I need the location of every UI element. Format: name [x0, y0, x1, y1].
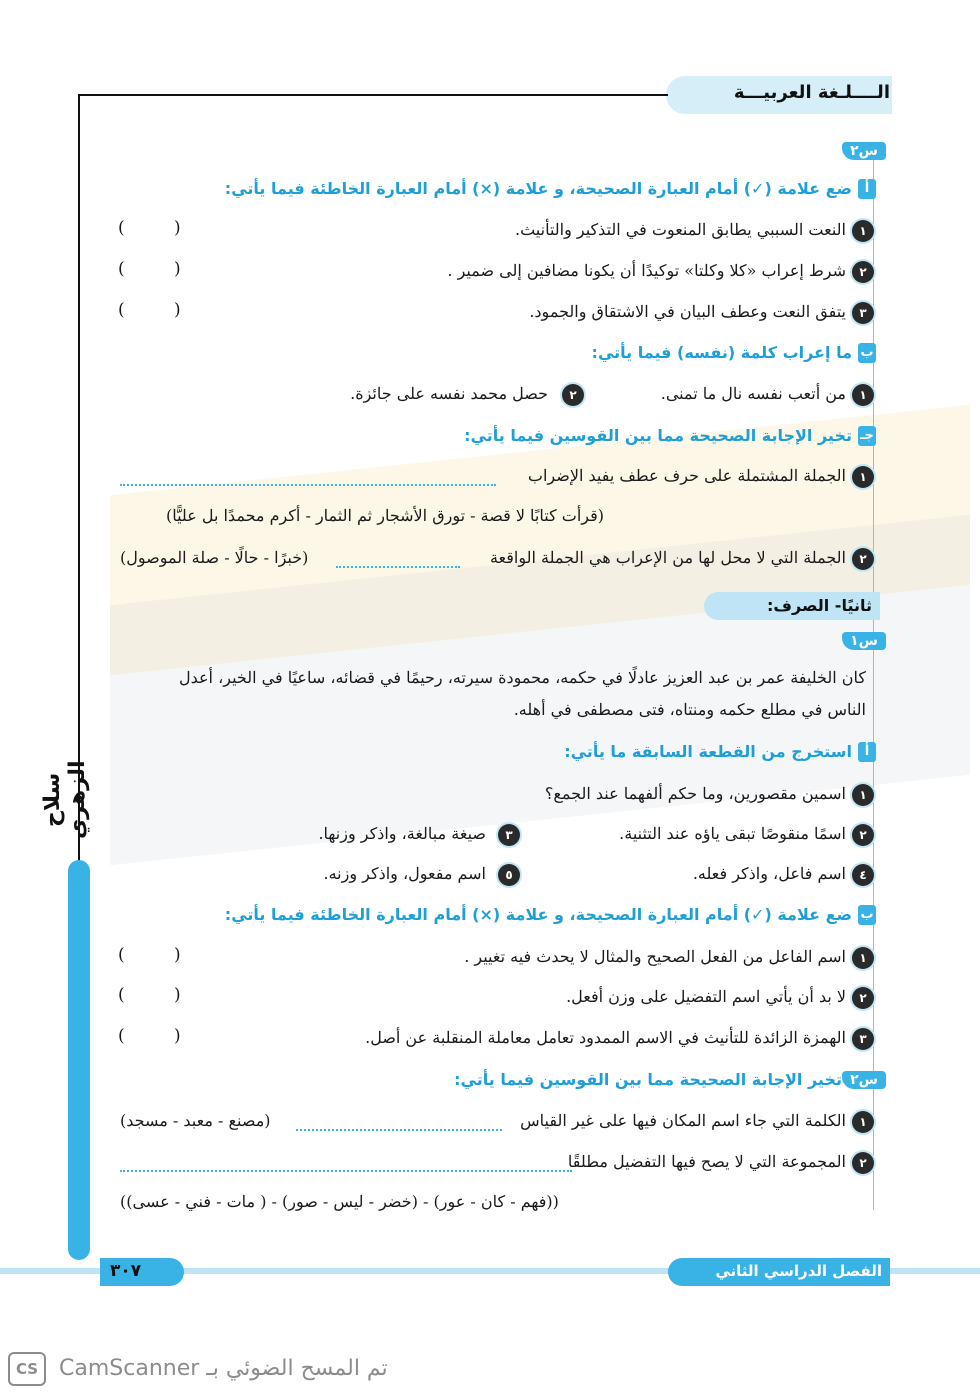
statement-text: لا بد أن يأتي اسم التفضيل على وزن أفعل.: [566, 987, 846, 1006]
sentence-text: من أتعب نفسه نال ما تمنى.: [660, 384, 846, 403]
question-text: الجملة المشتملة على حرف عطف يفيد الإضراب: [527, 466, 846, 485]
answer-dotted-line[interactable]: [120, 1170, 572, 1172]
item-number: ١: [852, 466, 874, 488]
task-text: اسم مفعول، واذكر وزنه.: [323, 864, 486, 883]
item-number: ٣: [498, 824, 520, 846]
passage-line: كان الخليفة عمر بن عبد العزيز عادلًا في حكمه، محمودة سيرته، رحيمًا في قضائه، ساعيًا في الخير، أعدل: [178, 668, 866, 687]
answer-parentheses[interactable]: ( ): [118, 218, 203, 238]
statement-text: اسم الفاعل من الفعل الصحيح والمثال لا يحدث فيه تغيير .: [464, 947, 846, 966]
item-number: ١: [852, 784, 874, 806]
task-text: اسمًا منقوصًا تبقى ياؤه عند التثنية.: [619, 824, 846, 843]
part-letter: أ: [858, 742, 876, 762]
part-letter: أ: [858, 179, 876, 199]
answer-dotted-line[interactable]: [336, 566, 460, 568]
answer-parentheses[interactable]: ( ): [118, 985, 203, 1005]
item-number: ٢: [852, 1152, 874, 1174]
instruction: ضع علامة (✓) أمام العبارة الصحيحة، و علامة (×) أمام العبارة الخاطئة فيما يأتي:: [224, 179, 852, 198]
item-number: ١: [852, 384, 874, 406]
statement-text: النعت السببي يطابق المنعوت في التذكير والتأنيث.: [514, 220, 846, 239]
item-number: ١: [852, 947, 874, 969]
answer-parentheses[interactable]: ( ): [118, 300, 203, 320]
part-letter: ب: [858, 905, 876, 925]
item-number: ٥: [498, 864, 520, 886]
answer-options: ((فهم - كان - عور) - (خضر - ليس - صور) - ( مات - فني - عسى)): [120, 1192, 559, 1211]
instruction: تخير الإجابة الصحيحة مما بين القوسين فيما يأتي:: [454, 1070, 842, 1089]
statement-text: الهمزة الزائدة للتأنيث في الاسم الممدود تعامل معاملة المنقلبة عن أصل.: [365, 1028, 846, 1047]
answer-parentheses[interactable]: ( ): [118, 945, 203, 965]
item-number: ٢: [852, 548, 874, 570]
question-text: الجملة التي لا محل لها من الإعراب هي الجملة الواقعة: [489, 548, 846, 567]
answer-options: (قرأت كتابًا لا قصة - تورق الأشجار ثم الثمار - أكرم محمدًا بل عليًّا): [165, 506, 604, 525]
answer-dotted-line[interactable]: [120, 484, 496, 486]
sentence-text: حصل محمد نفسه على جائزة.: [350, 384, 548, 403]
answer-options: (خبرًا - حالًا - صلة الموصول): [120, 548, 309, 567]
question-badge: س١: [842, 632, 886, 650]
task-text: اسم فاعل، واذكر فعله.: [692, 864, 846, 883]
page-subject-title: الــــلـغة العربيـــة: [733, 82, 890, 103]
right-border-rule: [873, 160, 874, 1210]
header-rule: [78, 94, 668, 96]
camscanner-text: تم المسح الضوئي بـ CamScanner: [59, 1356, 388, 1381]
statement-text: يتفق النعت وعطف البيان في الاشتقاق والجمود.: [529, 302, 846, 321]
section-title: ثانيًا- الصرف:: [767, 596, 872, 615]
item-number: ١: [852, 220, 874, 242]
camscanner-stamp: [8, 1352, 388, 1386]
task-text: صيغة مبالغة، واذكر وزنها.: [318, 824, 486, 843]
item-number: ٢: [562, 384, 584, 406]
part-letter: جـ: [858, 426, 876, 446]
question-text: المجموعة التي لا يصح فيها التفضيل مطلقًا: [567, 1152, 846, 1171]
item-number: ٣: [852, 302, 874, 324]
answer-dotted-line[interactable]: [296, 1129, 502, 1131]
question-badge: س٢: [842, 1071, 886, 1089]
semester-label: الفصل الدراسي الثاني: [715, 1262, 882, 1280]
question-badge: س٢: [842, 142, 886, 160]
passage-line: الناس في مطلع حكمه ومنتاه، فتى مصطفى في أهله.: [513, 700, 866, 719]
side-brand-logo: سلاح الزهري: [40, 760, 90, 840]
answer-parentheses[interactable]: ( ): [118, 259, 203, 279]
item-number: ٢: [852, 261, 874, 283]
camscanner-logo-icon: CS: [8, 1352, 46, 1386]
instruction: استخرج من القطعة السابقة ما يأتي:: [564, 742, 852, 761]
statement-text: شرط إعراب «كلا وكلتا» توكيدًا أن يكونا مضافين إلى ضمير .: [447, 261, 846, 280]
item-number: ٣: [852, 1028, 874, 1050]
answer-parentheses[interactable]: ( ): [118, 1026, 203, 1046]
task-text: اسمين مقصورين، وما حكم ألفهما عند الجمع؟: [544, 784, 846, 803]
instruction: ما إعراب كلمة (نفسه) فيما يأتي:: [591, 343, 852, 362]
question-text: الكلمة التي جاء اسم المكان فيها على غير القياس: [520, 1111, 846, 1130]
item-number: ١: [852, 1111, 874, 1133]
instruction: تخير الإجابة الصحيحة مما بين القوسين فيما يأتي:: [464, 426, 852, 445]
part-letter: ب: [858, 343, 876, 363]
instruction: ضع علامة (✓) أمام العبارة الصحيحة، و علامة (×) أمام العبارة الخاطئة فيما يأتي:: [224, 905, 852, 924]
item-number: ٢: [852, 824, 874, 846]
side-brand-bar: [68, 860, 90, 1260]
answer-options: (مصنع - معبد - مسجد): [120, 1111, 271, 1130]
item-number: ٢: [852, 987, 874, 1009]
page-number: ٣٠٧: [110, 1261, 142, 1281]
item-number: ٤: [852, 864, 874, 886]
